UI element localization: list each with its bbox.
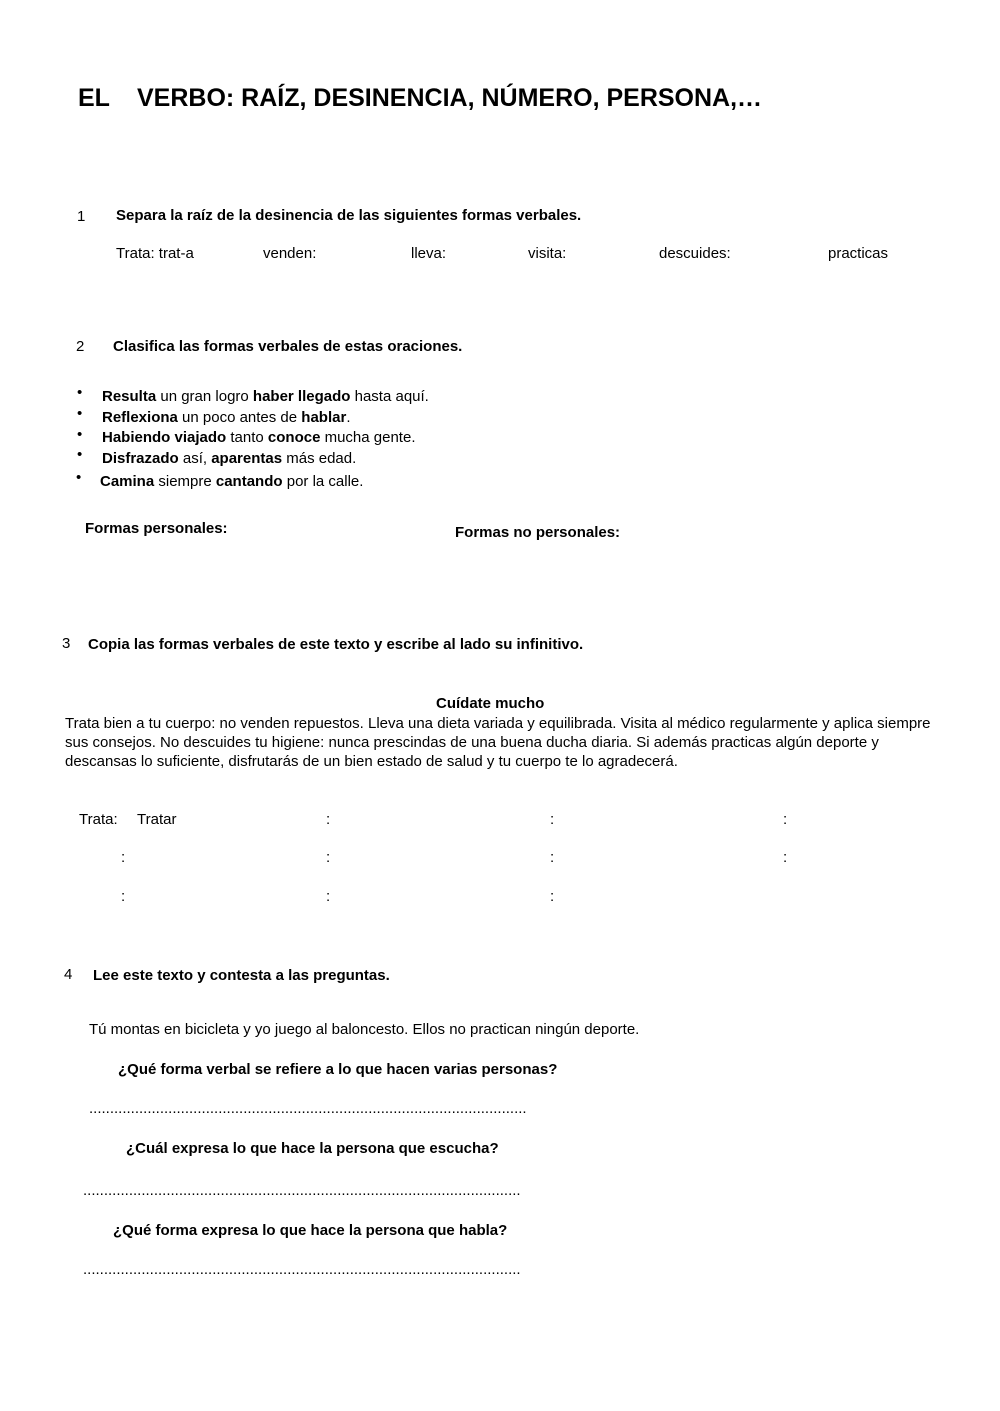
exercise-4-instruction: Lee este texto y contesta a las preguntas. xyxy=(93,967,390,984)
sentence-4-part: así, xyxy=(178,450,212,467)
sentence-4-part: Disfrazado xyxy=(102,450,179,467)
answer-colon: : xyxy=(783,811,788,828)
exercise-3-number: 3 xyxy=(62,635,71,652)
sentence-1-part: hasta aquí. xyxy=(350,388,429,405)
example-verb-form: Trata: xyxy=(79,811,118,828)
answer-colon: : xyxy=(550,888,555,905)
exercise-4-number: 4 xyxy=(64,966,73,983)
answer-line-3: ......................................................................................................... xyxy=(83,1261,521,1278)
sentence-3-part: mucha gente. xyxy=(320,429,416,446)
page-title-article: EL xyxy=(78,84,110,112)
sentence-2-part: un poco antes de xyxy=(177,409,302,426)
label-formas-personales: Formas personales: xyxy=(85,520,228,537)
question-2: ¿Cuál expresa lo que hace la persona que escucha? xyxy=(126,1140,499,1157)
exercise-2-instruction: Clasifica las formas verbales de estas oraciones. xyxy=(113,338,463,355)
sentence-3-part: Habiendo viajado xyxy=(102,429,227,446)
sentence-3-part: conoce xyxy=(267,429,321,446)
example-infinitive: Tratar xyxy=(137,811,177,828)
sentence-1-part: haber llegado xyxy=(252,388,351,405)
verb-form-visita: visita: xyxy=(528,245,567,262)
sentence-1 xyxy=(102,388,429,405)
label-formas-no-personales: Formas no personales: xyxy=(455,524,621,541)
question-3: ¿Qué forma expresa lo que hace la persona que habla? xyxy=(113,1222,508,1239)
sentence-5-part: siempre xyxy=(154,473,216,490)
verb-form-trata: Trata: trat-a xyxy=(116,245,194,262)
question-1: ¿Qué forma verbal se refiere a lo que hacen varias personas? xyxy=(118,1061,558,1078)
exercise-4-text: Tú montas en bicicleta y yo juego al baloncesto. Ellos no practican ningún deporte. xyxy=(89,1021,640,1038)
sentence-5-part: Camina xyxy=(100,473,155,490)
verb-form-venden: venden: xyxy=(263,245,317,262)
answer-colon: : xyxy=(783,849,788,866)
exercise-3-instruction: Copia las formas verbales de este texto y escribe al lado su infinitivo. xyxy=(88,636,584,653)
sentence-4-part: aparentas xyxy=(211,450,283,467)
sentence-5-part: por la calle. xyxy=(282,473,364,490)
exercise-1-number: 1 xyxy=(77,208,86,225)
bullet-icon: • xyxy=(77,446,83,463)
sentence-1-part: un gran logro xyxy=(156,388,253,405)
sentence-3 xyxy=(102,429,415,446)
answer-colon: : xyxy=(326,811,331,828)
text-title: Cuídate mucho xyxy=(436,695,545,712)
answer-colon: : xyxy=(550,811,555,828)
answer-colon: : xyxy=(326,849,331,866)
sentence-1-part: Resulta xyxy=(102,388,157,405)
sentence-2-part: hablar xyxy=(301,409,347,426)
verb-form-practicas: practicas xyxy=(828,245,889,262)
verb-form-descuides: descuides: xyxy=(659,245,731,262)
bullet-icon: • xyxy=(76,469,82,486)
exercise-1-instruction: Separa la raíz de la desinencia de las siguientes formas verbales. xyxy=(116,207,582,224)
answer-colon: : xyxy=(121,849,126,866)
sentence-4 xyxy=(102,450,356,467)
bullet-icon: • xyxy=(77,384,83,401)
sentence-2-part: Reflexiona xyxy=(102,409,178,426)
answer-colon: : xyxy=(326,888,331,905)
answer-colon: : xyxy=(121,888,126,905)
sentence-5 xyxy=(100,473,363,490)
answer-line-1: ......................................................................................................... xyxy=(89,1100,527,1117)
answer-colon: : xyxy=(550,849,555,866)
sentence-4-part: más edad. xyxy=(282,450,357,467)
sentence-2-part: . xyxy=(346,409,351,426)
sentence-2 xyxy=(102,409,350,426)
bullet-icon: • xyxy=(77,405,83,422)
sentence-5-part: cantando xyxy=(215,473,283,490)
answer-line-2: ......................................................................................................... xyxy=(83,1182,521,1199)
verb-form-lleva: lleva: xyxy=(411,245,447,262)
page-title: VERBO: RAÍZ, DESINENCIA, NÚMERO, PERSONA,… xyxy=(137,84,763,112)
exercise-2-number: 2 xyxy=(76,338,85,355)
text-paragraph: Trata bien a tu cuerpo: no venden repuestos. Lleva una dieta variada y equilibrada. Visita al médico regularmente y aplica siempre sus consejos. No descuides tu higiene: nunca prescindas de una buena ducha diaria. Si además practicas algún deporte y descansas lo suficiente, disfrutarás de un bien estado de salud y tu cuerpo te lo agradecerá. xyxy=(65,715,931,770)
sentence-3-part: tanto xyxy=(226,429,268,446)
bullet-icon: • xyxy=(77,426,83,443)
